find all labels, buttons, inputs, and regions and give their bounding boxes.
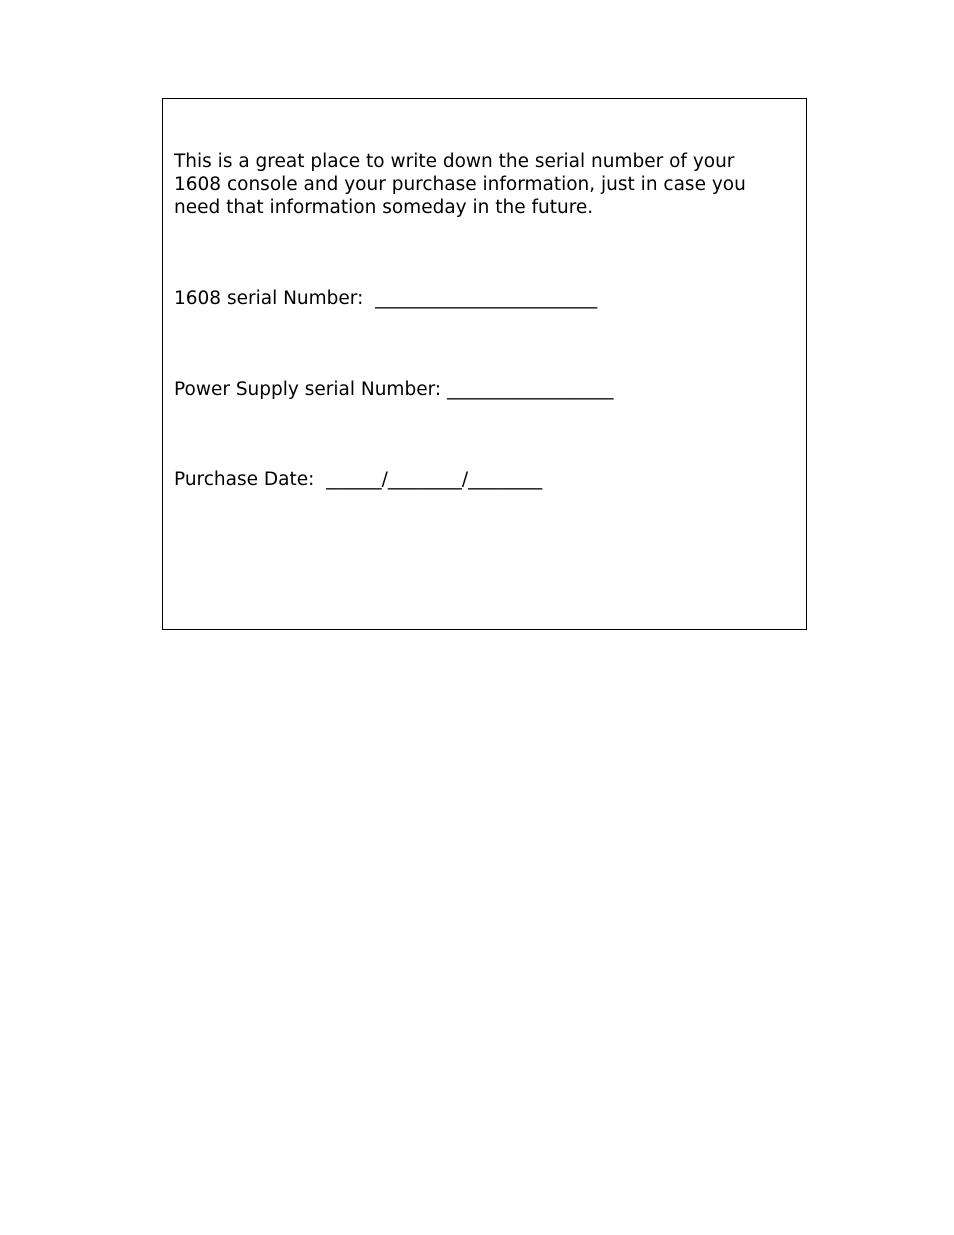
purchase-date-month-blank: ______ — [326, 469, 382, 490]
power-supply-serial-blank: __________________ — [446, 379, 614, 400]
purchase-date-year-blank: ________ — [468, 469, 543, 490]
intro-paragraph: This is a great place to write down the serial number of your 1608 console and your purchase information, just in case you need that information someday in the future. — [174, 151, 746, 218]
console-serial-blank: ________________________ — [375, 288, 598, 309]
purchase-date-separator: / — [461, 469, 469, 490]
console-serial-field — [174, 287, 597, 310]
power-supply-serial-label: Power Supply serial Number: — [174, 379, 447, 400]
purchase-date-separator: / — [381, 469, 388, 490]
console-serial-label: 1608 serial Number: — [174, 288, 376, 309]
purchase-date-label: Purchase Date: — [174, 469, 327, 490]
purchase-date-field — [174, 468, 542, 491]
purchase-date-day-blank: ________ — [387, 469, 462, 490]
power-supply-serial-field — [174, 378, 613, 401]
